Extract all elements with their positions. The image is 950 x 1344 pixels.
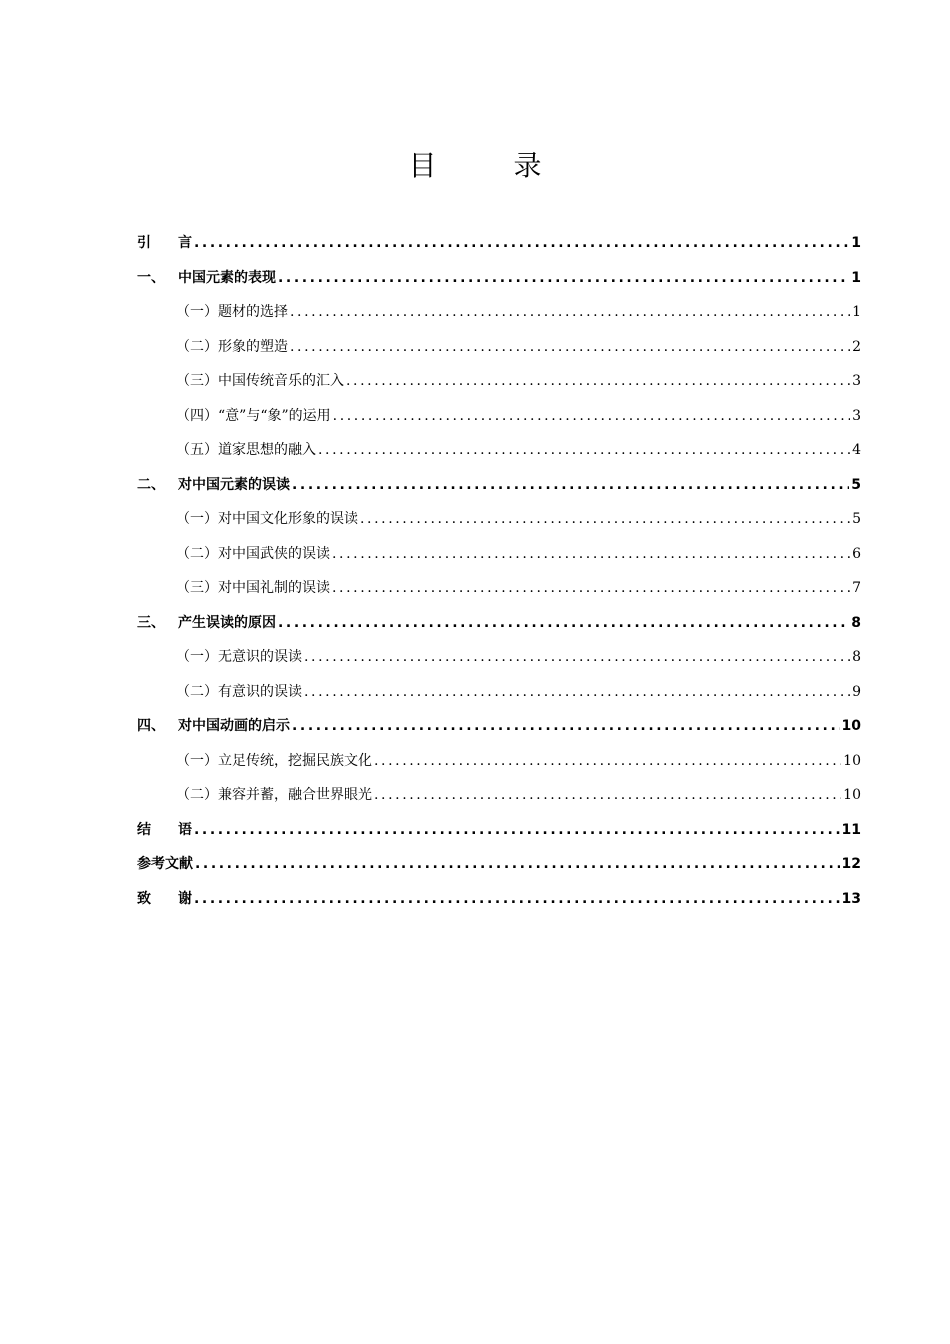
toc-entry[interactable] [137,502,861,537]
toc-entry[interactable] [137,813,861,848]
toc-entry-label: （一）立足传统，挖掘民族文化 [176,752,372,769]
toc-entry-label: 对中国动画的启示 [178,718,290,734]
toc-dot-leader [332,537,850,572]
toc-entry-page-number: 8 [852,649,861,665]
toc-entry[interactable] [137,778,861,813]
toc-dot-leader [332,571,850,606]
toc-entry[interactable] [137,468,861,503]
toc-dot-leader [333,399,850,434]
toc-entry-page-number: 1 [852,304,861,320]
toc-entry-page-number: 12 [841,856,861,872]
toc-entry[interactable] [137,433,861,468]
toc-entry[interactable] [137,261,861,296]
toc-entry[interactable] [137,882,861,917]
toc-entry-number: 一、 [137,269,165,286]
toc-entry-label: （一）题材的选择 [176,304,288,320]
toc-entry-page-number: 1 [851,269,861,286]
table-of-contents [137,226,861,916]
toc-entry-page-number: 6 [852,545,861,562]
toc-dot-leader [194,813,840,848]
toc-dot-leader [290,295,850,330]
toc-entry-page-number: 10 [843,752,861,769]
toc-entry-number: 四、 [137,718,165,734]
toc-dot-leader [278,261,849,296]
toc-entry-label: （二）有意识的误读 [176,683,302,700]
toc-entry[interactable] [137,709,861,744]
toc-dot-leader [374,744,841,779]
toc-entry-label: （一）无意识的误读 [176,649,302,665]
toc-dot-leader [360,502,850,537]
toc-entry[interactable] [137,744,861,779]
toc-entry-number: 二、 [137,476,165,493]
toc-entry-page-number: 10 [841,718,861,734]
toc-dot-leader [278,606,849,641]
toc-dot-leader [304,640,850,675]
toc-entry[interactable] [137,330,861,365]
toc-entry-page-number: 9 [852,683,861,700]
toc-dot-leader [290,330,850,365]
toc-entry-label: （四）“意”与“象”的运用 [176,407,331,424]
toc-entry-number: 引 [137,235,151,251]
toc-title: 目 录 [408,149,576,182]
toc-entry-page-number: 3 [852,373,861,389]
toc-entry[interactable] [137,640,861,675]
toc-entry[interactable] [137,675,861,710]
toc-entry-label: 参考文献 [137,856,193,872]
toc-entry-label: 语 [178,821,192,838]
toc-entry-number: 结 [137,821,151,838]
toc-entry-page-number: 7 [852,580,861,596]
toc-entry[interactable] [137,295,861,330]
toc-entry-page-number: 13 [841,890,861,907]
toc-entry-page-number: 2 [852,338,861,355]
toc-entry-label: （二）对中国武侠的误读 [176,545,330,562]
toc-entry-label: 对中国元素的误读 [178,476,290,493]
toc-entry-page-number: 3 [852,407,861,424]
toc-dot-leader [374,778,841,813]
toc-entry-page-number: 8 [851,614,861,631]
toc-entry-label: （二）形象的塑造 [176,338,288,355]
toc-entry-page-number: 1 [851,235,861,251]
toc-entry-label: 产生误读的原因 [178,614,276,631]
toc-entry[interactable] [137,399,861,434]
toc-entry-page-number: 11 [841,821,861,838]
toc-entry-page-number: 10 [843,787,861,803]
toc-entry[interactable] [137,364,861,399]
toc-entry-page-number: 5 [851,476,861,493]
toc-dot-leader [195,847,840,882]
toc-entry-label: 中国元素的表现 [178,269,276,286]
toc-entry-label: （三）对中国礼制的误读 [176,580,330,596]
toc-dot-leader [346,364,850,399]
toc-entry-label: （五）道家思想的融入 [176,442,316,458]
toc-dot-leader [292,709,840,744]
toc-entry[interactable] [137,847,861,882]
toc-dot-leader [194,882,840,917]
toc-entry-label: （二）兼容并蓄，融合世界眼光 [176,787,372,803]
toc-entry-number: 三、 [137,614,165,631]
toc-entry[interactable] [137,571,861,606]
toc-entry[interactable] [137,606,861,641]
toc-entry-label: 谢 [178,890,192,907]
toc-entry-number: 致 [137,890,151,907]
toc-entry-label: （一）对中国文化形象的误读 [176,511,358,527]
toc-dot-leader [292,468,849,503]
toc-entry-page-number: 5 [852,511,861,527]
toc-entry-label: 言 [178,235,192,251]
toc-entry-page-number: 4 [852,442,861,458]
toc-dot-leader [194,226,849,261]
toc-entry-label: （三）中国传统音乐的汇入 [176,373,344,389]
toc-dot-leader [304,675,850,710]
toc-entry[interactable] [137,537,861,572]
toc-entry[interactable] [137,226,861,261]
toc-dot-leader [318,433,850,468]
